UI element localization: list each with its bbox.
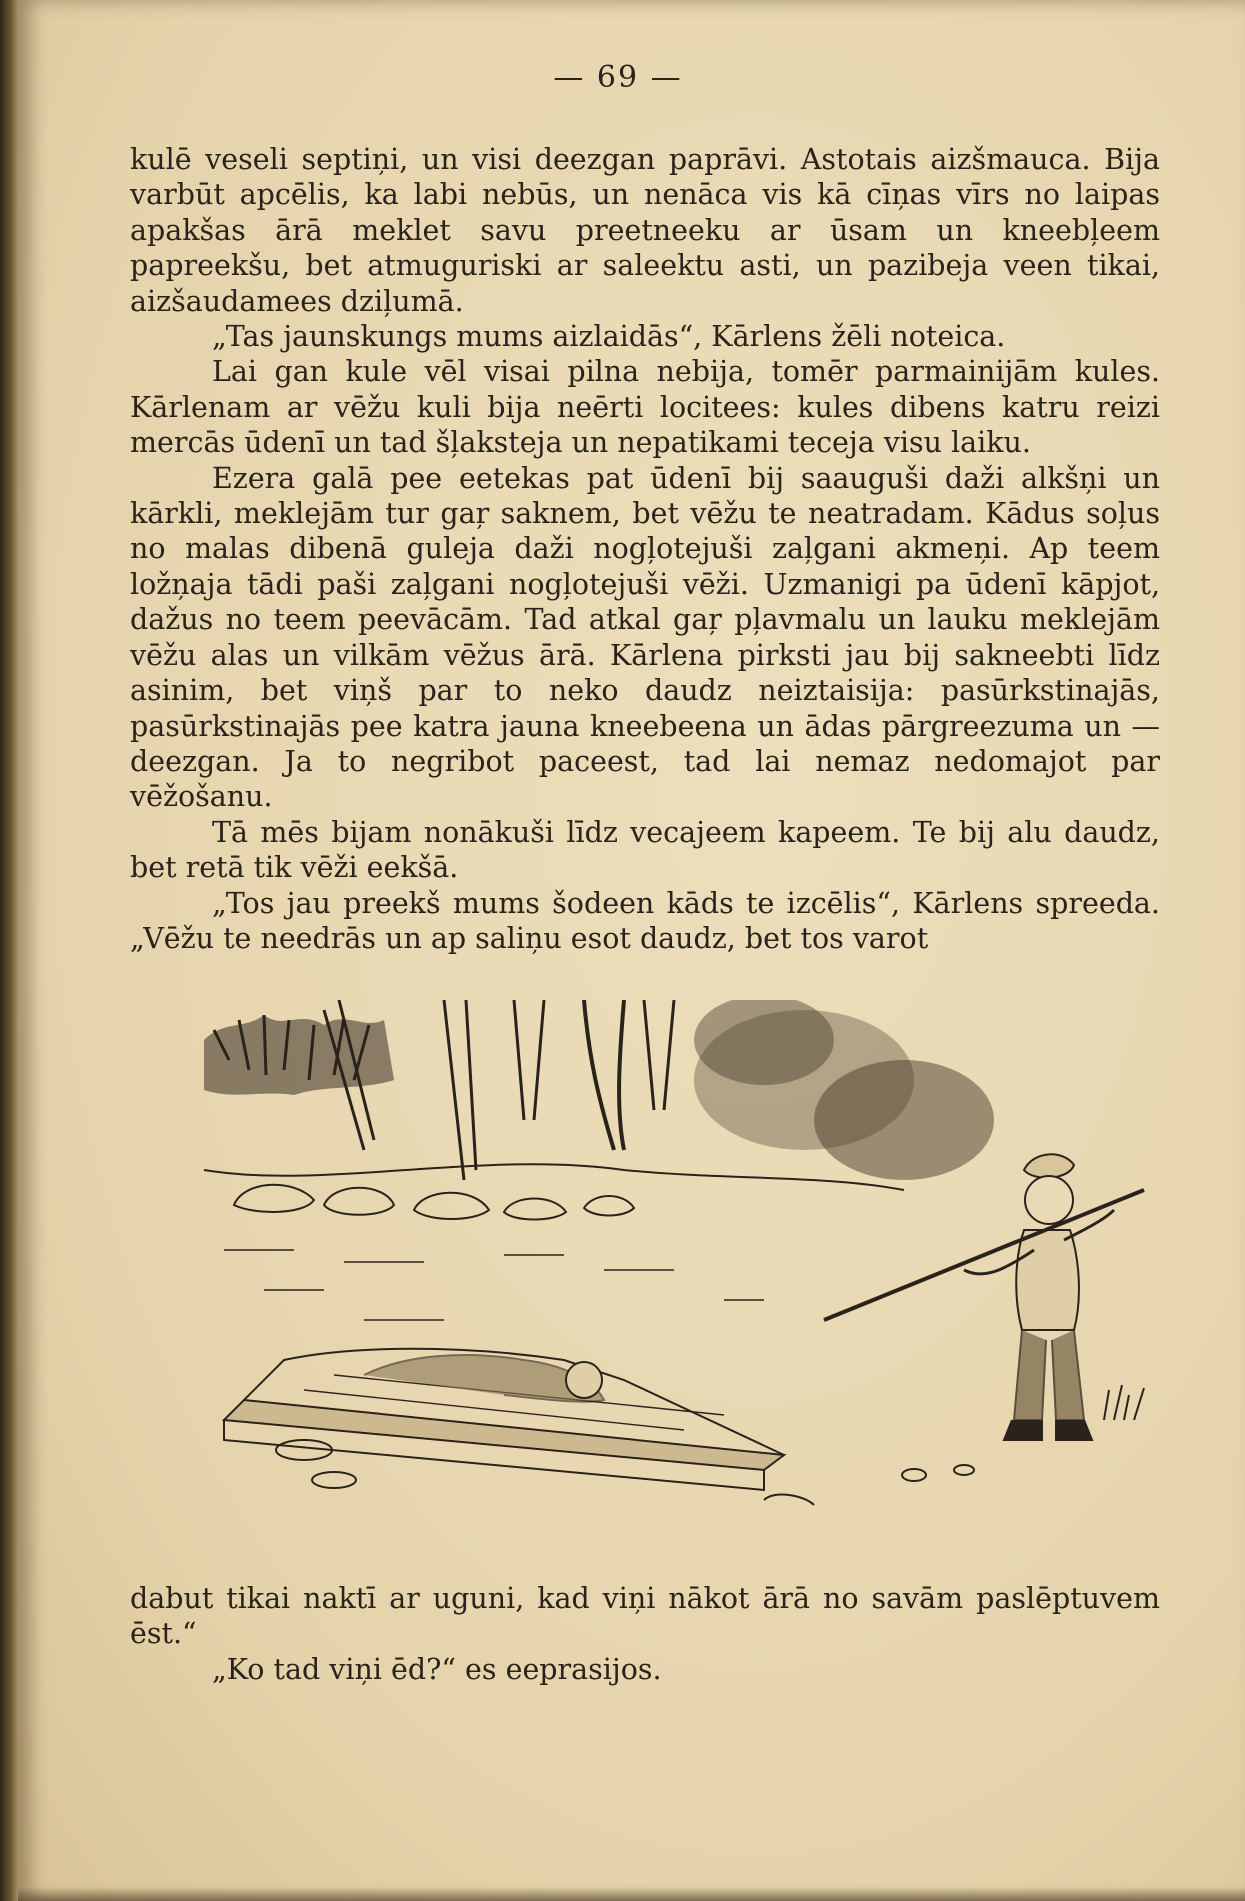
- illustration-boy-on-bridge: [204, 1000, 1164, 1560]
- text-block-bottom: [130, 1581, 1160, 1687]
- bridge-raft: [224, 1349, 784, 1490]
- book-page: [18, 0, 1245, 1901]
- water-lines: [224, 1250, 764, 1320]
- paragraph: „Tos jau preekš mums šodeen kāds te izcēlis“, Kārlens spreeda. „Vēžu te needrās un ap saliņu esot daudz, bet tos varot: [130, 886, 1160, 955]
- book-spine-shadow: [0, 0, 18, 1901]
- paragraph: Lai gan kule vēl visai pilna nebija, tomēr parmainijām kules. Kārlenam ar vēžu kuli bija neērti locitees: kules dibens katru reizi mercās ūdenī un tad šļaksteja un nepatikami teceja visu laiku.: [130, 355, 1160, 460]
- paragraph: kulē veseli septiņi, un visi deezgan paprāvi. Astotais aizšmauca. Bija varbūt apcēlis, ka labi nebūs, un nenāca vis kā cīņas vīrs no laipas apakšas ārā meklet savu preetneeku ar ūsam un kneebļeem papreekšu, bet atmuguriski ar saleektu asti, un pazibeja veen tikai, aizšaudamees dziļumā.: [130, 143, 1160, 318]
- page-bottom-edge: [18, 1887, 1245, 1901]
- foliage-left: [204, 1015, 394, 1095]
- paragraph: „Tas jaunskungs mums aizlaidās“, Kārlens žēli noteica.: [212, 320, 1006, 354]
- paragraph: „Ko tad viņi ēd?“ es eeprasijos.: [212, 1652, 662, 1686]
- paragraph: Ezera galā pee eetekas pat ūdenī bij saauguši daži alkšņi un kārkli, meklejām tur gaŗ saknem, bet vēžu te neatradam. Kādus soļus no malas dibenā guleja daži nogļotejuši zaļgani akmeņi. Ap teem ložņaja tādi paši zaļgani nogļotejuši vēži. Uzmanigi pa ūdenī kāpjot, dažus no teem peevācām. Tad atkal gaŗ pļavmalu un lauku meklejām vēžu alas un vilkām vēžus ārā. Kārlena pirksti jau bij sakneebti līdz asinim, bet viņš par to neko daudz neiztaisija: pasūrkstinajās, pasūrkstinajās pee katra jauna kneebeena un ādas pārgreezuma un — deezgan. Ja to negribot paceest, tad lai nemaz nedomajot par vēžošanu.: [130, 461, 1160, 814]
- paragraph: dabut tikai naktī ar uguni, kad viņi nākot ārā no savām paslēptuvem ēst.“: [130, 1582, 1160, 1651]
- foreground-grass: [276, 1385, 1144, 1505]
- text-block-top: [130, 142, 1160, 956]
- shore-stones: [234, 1185, 634, 1220]
- paragraph: Tā mēs bijam nonākuši līdz vecajeem kapeem. Te bij alu daudz, bet retā tik vēži eekšā.: [130, 815, 1160, 885]
- bushes-right: [694, 1000, 994, 1180]
- boy-figure: [824, 1154, 1144, 1440]
- page-number: — 69 —: [553, 60, 683, 95]
